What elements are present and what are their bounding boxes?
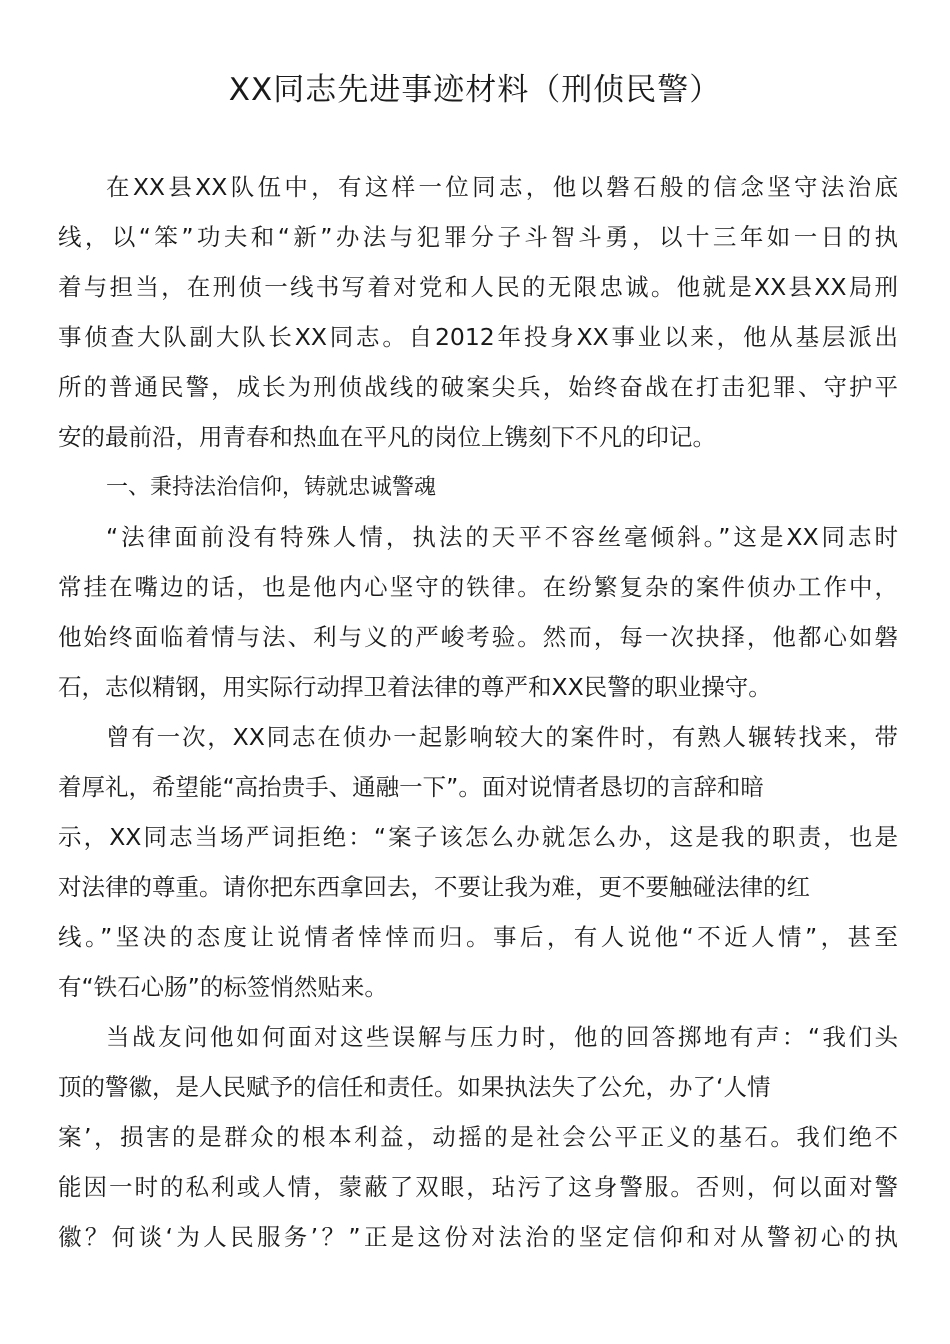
para3-line-1: 曾有一次，XX同志在侦办一起影响较大的案件时，有熟人辗转找来，带 (106, 723, 898, 751)
para2-line-4: 石，志似精钢，用实际行动捍卫着法律的尊严和XX民警的职业操守。 (58, 673, 772, 701)
para3-line-4: 对法律的尊重。请你把东西拿回去，不要让我为难，更不要触碰法律的红 (58, 873, 810, 901)
para4-line-1: 当战友问他如何面对这些误解与压力时，他的回答掷地有声：“我们头 (106, 1023, 898, 1051)
para4-line-3: 案’，损害的是群众的根本利益，动摇的是社会公平正义的基石。我们绝不 (58, 1123, 898, 1151)
intro-line-3: 着与担当，在刑侦一线书写着对党和人民的无限忠诚。他就是XX县XX局刑 (58, 273, 898, 301)
intro-line-6: 安的最前沿，用青春和热血在平凡的岗位上镌刻下不凡的印记。 (58, 423, 716, 451)
para4-line-4: 能因一时的私利或人情，蒙蔽了双眼，玷污了这身警服。否则，何以面对警 (58, 1173, 898, 1201)
section-1-heading: 一、秉持法治信仰，铸就忠诚警魂 (106, 474, 437, 499)
para3-line-3: 示，XX同志当场严词拒绝：“案子该怎么办就怎么办，这是我的职责，也是 (58, 823, 898, 851)
document-title: XX同志先进事迹材料（刑侦民警） (228, 72, 722, 108)
intro-line-1: 在XX县XX队伍中，有这样一位同志，他以磐石般的信念坚守法治底 (106, 173, 898, 201)
intro-line-2: 线，以“笨”功夫和“新”办法与犯罪分子斗智斗勇，以十三年如一日的执 (58, 223, 898, 251)
para2-line-1: “法律面前没有特殊人情，执法的天平不容丝毫倾斜。”这是XX同志时 (106, 523, 898, 551)
para3-line-6: 有“铁石心肠”的标签悄然贴来。 (58, 973, 388, 1001)
intro-line-4: 事侦查大队副大队长XX同志。自2012年投身XX事业以来，他从基层派出 (58, 323, 898, 351)
para3-line-5: 线。”坚决的态度让说情者悻悻而归。事后，有人说他“不近人情”，甚至 (58, 923, 898, 951)
intro-line-5: 所的普通民警，成长为刑侦战线的破案尖兵，始终奋战在打击犯罪、守护平 (58, 373, 898, 401)
para2-line-2: 常挂在嘴边的话，也是他内心坚守的铁律。在纷繁复杂的案件侦办工作中， (58, 573, 898, 601)
para4-line-2: 顶的警徽，是人民赋予的信任和责任。如果执法失了公允，办了‘人情 (58, 1073, 771, 1101)
para2-line-3: 他始终面临着情与法、利与义的严峻考验。然而，每一次抉择，他都心如磐 (58, 623, 898, 651)
para4-line-5: 徽？何谈‘为人民服务’？”正是这份对法治的坚定信仰和对从警初心的执 (58, 1223, 898, 1251)
para3-line-2: 着厚礼，希望能“高抬贵手、通融一下”。面对说情者恳切的言辞和暗 (58, 773, 764, 801)
